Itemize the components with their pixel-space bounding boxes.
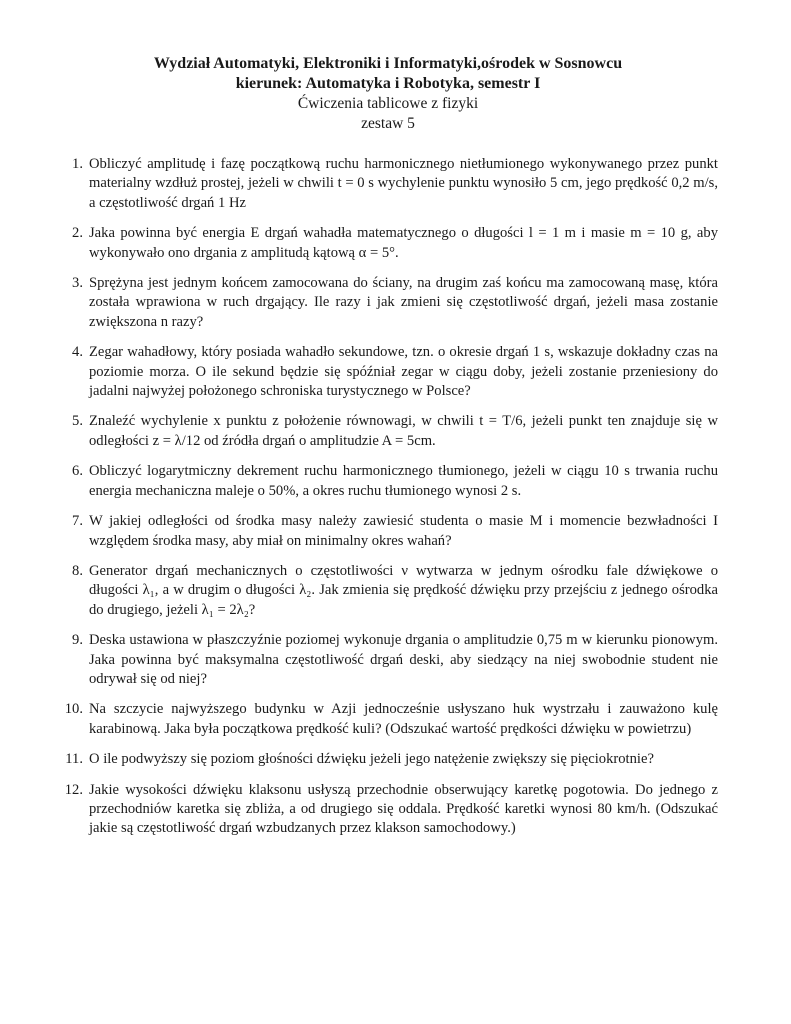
faculty-title: Wydział Automatyki, Elektroniki i Informatyki,ośrodek w Sosnowcu xyxy=(153,55,623,72)
problem-item-1 xyxy=(60,155,718,213)
problem-text: Znaleźć wychylenie x punktu z położenie równowagi, w chwili t = T/6, jeżeli punkt ten znajduje się w odległości z = λ/12 od źródła drgań o amplitudzie A = 5cm. xyxy=(89,413,718,449)
problem-text: Zegar wahadłowy, który posiada wahadło sekundowe, tzn. o okresie drgań 1 s, wskazuje dokładny czas na poziomie morza. O ile sekund będzie się spóźniał zegar w ciągu doby, jeżeli zostanie przeniesiony do jadalni najwyżej położonego schroniska turystycznego w Polsce? xyxy=(89,344,718,400)
problem-text: Obliczyć amplitudę i fazę początkową ruchu harmonicznego nietłumionego wykonywanego przez punkt materialny wzdłuż prostej, jeżeli w chwili t = 0 s wychylenie punktu wynosiło 5 cm, jego prędkość 0,2 m/s, a częstotliwość drgań 1 Hz xyxy=(89,156,718,211)
problem-text: Deska ustawiona w płaszczyźnie poziomej wykonuje drgania o amplitudzie 0,75 m w kierunku pionowym. Jaka powinna być maksymalna częstotliwość drgań deski, aby siedzący na niej swobodnie student nie odrywał się od niej? xyxy=(89,632,718,687)
problem-number: 3. xyxy=(72,275,83,292)
problem-number: 12. xyxy=(64,781,83,798)
set-number: zestaw 5 xyxy=(361,115,415,132)
problem-text: O ile podwyższy się poziom głośności dźwięku jeżeli jego natężenie zwiększy się pięciokrotnie? xyxy=(89,751,654,768)
problem-item-3 xyxy=(60,274,718,332)
problem-number: 8. xyxy=(72,562,83,579)
problem-text: Na szczycie najwyższego budynku w Azji jednocześnie usłyszano huk wystrzału i zauważono kulę karabinową. Jaka była początkowa prędkość kuli? (Odszukać wartość prędkości dźwięku w powietrzu) xyxy=(89,701,718,737)
problem-number: 10. xyxy=(64,701,83,718)
problem-item-12 xyxy=(60,781,718,839)
problem-number: 5. xyxy=(72,413,83,430)
problem-text: Jaka powinna być energia E drgań wahadła matematycznego o długości l = 1 m i masie m = 10 g, aby wykonywało ono drgania z amplitudą kątową α = 5°. xyxy=(89,225,718,261)
problem-item-10 xyxy=(60,700,718,739)
exercise-title: Ćwiczenia tablicowe z fizyki xyxy=(297,95,479,112)
problem-list xyxy=(60,155,718,850)
problem-number: 11. xyxy=(65,751,83,768)
problem-item-7 xyxy=(60,512,718,551)
problem-number: 1. xyxy=(72,156,83,172)
problem-item-2 xyxy=(60,224,718,263)
document-header xyxy=(0,54,776,134)
problem-number: 6. xyxy=(72,463,83,480)
problem-text: Sprężyna jest jednym końcem zamocowana do ściany, na drugim zaś końcu ma zamocowaną masę, która została wprawiona w ruch drgający. Ile razy i jak zmieni się częstotliwość drgań, jeżeli masa zostanie zwiększona n razy? xyxy=(89,275,718,330)
problem-number: 2. xyxy=(72,225,83,242)
problem-text: Obliczyć logarytmiczny dekrement ruchu harmonicznego tłumionego, jeżeli w ciągu 10 s trwania ruchu energia mechaniczna maleje o 50%, a okres ruchu tłumionego wynosi 2 s. xyxy=(89,463,718,499)
problem-text: Generator drgań mechanicznych o częstotliwości ν wytwarza w jednym ośrodku fale dźwiękowe o długości λ₁, a w drugim o długości λ₂. Jak zmienia się prędkość dźwięku przy przejściu z jednego ośrodka do drugiego, jeżeli λ₁ = 2λ₂? xyxy=(89,562,718,618)
problem-item-4 xyxy=(60,343,718,401)
problem-text: Jakie wysokości dźwięku klaksonu usłyszą przechodnie obserwujący karetkę pogotowia. Do jednego z przechodniów karetka się zbliża, a od drugiego się oddala. Prędkość karetki wynosi 80 km/h. (Odszukać jakie są częstotliwość drgań wzbudzanych przez klakson samochodowy.) xyxy=(89,781,718,837)
problem-text: W jakiej odległości od środka masy należy zawiesić studenta o masie M i momencie bezwładności I względem środka masy, aby miał on minimalny okres wahań? xyxy=(89,513,718,549)
problem-item-6 xyxy=(60,462,718,501)
problem-item-5 xyxy=(60,412,718,451)
problem-item-9 xyxy=(60,631,718,689)
problem-item-8 xyxy=(60,562,718,620)
problem-number: 9. xyxy=(72,632,83,649)
problem-number: 7. xyxy=(72,513,83,530)
problem-item-11 xyxy=(60,750,718,769)
problem-number: 4. xyxy=(72,344,83,361)
course-title: kierunek: Automatyka i Robotyka, semestr I xyxy=(235,75,541,92)
